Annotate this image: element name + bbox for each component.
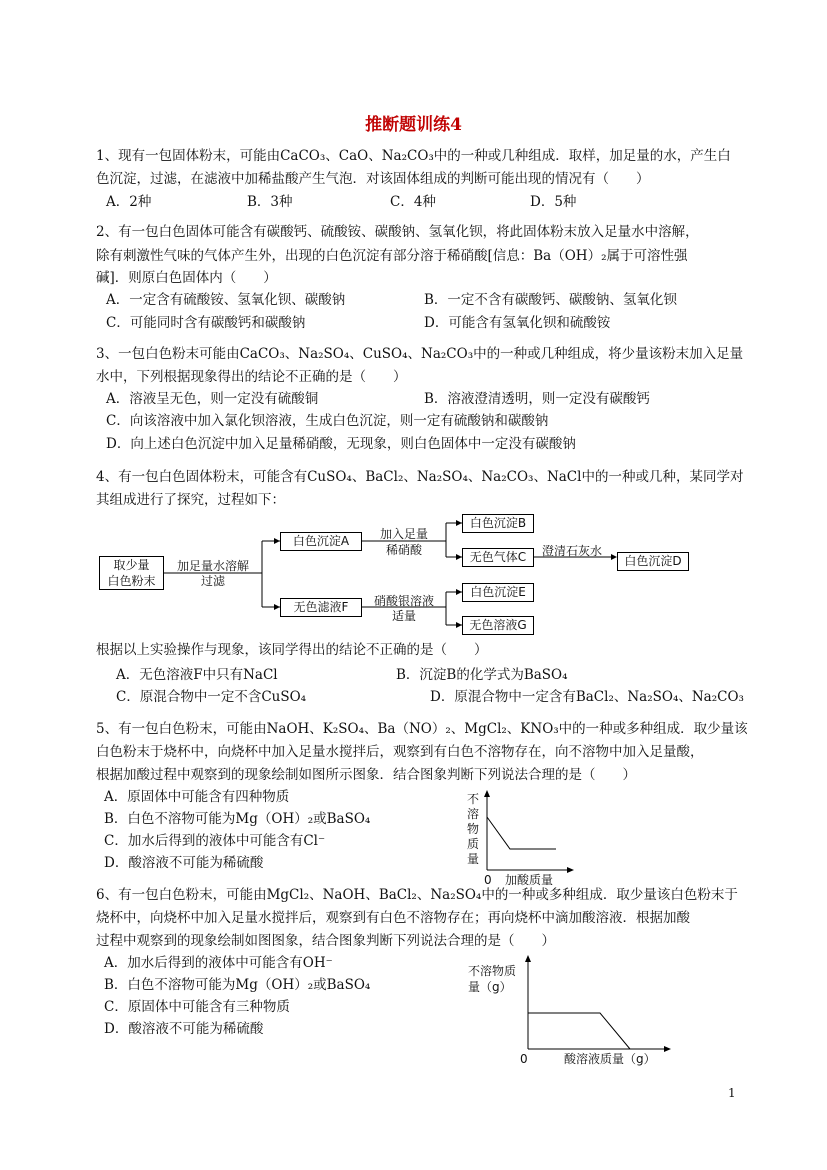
q4-option-d: D．原混合物中一定含有BaCl₂、Na₂SO₄、Na₂CO₃ bbox=[430, 689, 744, 705]
q5-option-c: C．加水后得到的液体中可能含有Cl⁻ bbox=[104, 833, 326, 849]
q6-graph-xlabel: 酸溶液质量（g） bbox=[564, 1052, 656, 1066]
q4-text-line1: 4、有一包白色固体粉末，可能含有CuSO₄、BaCl₂、Na₂SO₄、Na₂CO₃、NaCl中的一种或几种，某同学对 bbox=[96, 469, 744, 485]
flow-box-f: 无色滤液F bbox=[280, 598, 362, 617]
q1-option-b: B．3种 bbox=[247, 194, 293, 210]
flow-step4-bottom: 适量 bbox=[391, 609, 416, 623]
q6-option-d: D．酸溶液不可能为稀硫酸 bbox=[104, 1021, 264, 1037]
flow-step4-top: 硝酸银溶液 bbox=[373, 594, 434, 608]
q6-graph-origin: 0 bbox=[520, 1052, 528, 1066]
q2-option-c: C．可能同时含有碳酸钙和碳酸钠 bbox=[106, 315, 306, 331]
q6-option-a: A．加水后得到的液体中可能含有OH⁻ bbox=[104, 955, 333, 971]
q3-option-a: A．溶液呈无色，则一定没有硫酸铜 bbox=[106, 391, 319, 407]
q5-text-line3: 根据加酸过程中观察到的现象绘制如图所示图象．结合图象判断下列说法合理的是（ ） bbox=[96, 767, 636, 783]
q5-text-line1: 5、有一包白色粉末，可能由NaOH、K₂SO₄、Ba（NO）₂、MgCl₂、KNO₃中的一种或多种组成．取少量该 bbox=[96, 721, 748, 737]
q6-option-c: C．原固体中可能含有三种物质 bbox=[104, 999, 290, 1015]
q1-option-c: C．4种 bbox=[390, 194, 436, 210]
flow-box-c: 无色气体C bbox=[462, 548, 534, 567]
q2-text-line3: 碱]．则原白色固体内（ ） bbox=[96, 270, 277, 286]
q2-option-a: A．一定含有硫酸铵、氢氧化钡、碳酸钠 bbox=[106, 292, 346, 308]
q6-text-line2: 烧杯中，向烧杯中加入足量水搅拌后，观察到有白色不溶物存在；再向烧杯中滴加酸溶液．根据加酸 bbox=[96, 910, 690, 926]
q4-option-c: C．原混合物中一定不含CuSO₄ bbox=[116, 689, 307, 705]
q6-text-line3: 过程中观察到的现象绘制如图图象，结合图象判断下列说法合理的是（ ） bbox=[96, 933, 555, 949]
q6-graph-ylabel-line2: 量（g） bbox=[468, 980, 512, 994]
flow-start-box: 取少量 白色粉末 bbox=[99, 556, 164, 590]
flow-step3: 澄清石灰水 bbox=[541, 544, 602, 558]
q5-graph-ylabel: 不 溶 物 质 量 bbox=[466, 792, 479, 866]
q5-option-d: D．酸溶液不可能为稀硫酸 bbox=[104, 855, 264, 871]
q5-graph-origin: 0 bbox=[484, 873, 492, 887]
q6-graph-axes bbox=[528, 961, 665, 1049]
q1-option-a: A．2种 bbox=[106, 194, 152, 210]
q1-option-d: D．5种 bbox=[530, 194, 577, 210]
q3-option-b: B．溶液澄清透明，则一定没有碳酸钙 bbox=[424, 391, 650, 407]
page-title: 推断题训练4 bbox=[365, 115, 462, 135]
q3-text-line1: 3、一包白色粉末可能由CaCO₃、Na₂SO₄、CuSO₄、Na₂CO₃中的一种或几种组成，将少量该粉末加入足量 bbox=[96, 346, 744, 362]
q3-option-c: C．向该溶液中加入氯化钡溶液，生成白色沉淀，则一定有硫酸钠和碳酸钠 bbox=[106, 413, 549, 429]
page-number: 1 bbox=[728, 1086, 736, 1100]
flow-step2-top: 加入足量 bbox=[379, 527, 428, 541]
flow-step1-bottom: 过滤 bbox=[200, 574, 225, 588]
q5-option-a: A．原固体中可能含有四种物质 bbox=[104, 789, 290, 805]
q2-option-d: D．可能含有氢氧化钡和硫酸铵 bbox=[424, 315, 611, 331]
q4-option-a: A．无色溶液F中只有NaCl bbox=[116, 667, 278, 683]
q5-option-b: B．白色不溶物可能为Mg（OH）₂或BaSO₄ bbox=[104, 811, 371, 827]
q5-text-line2: 白色粉末于烧杯中，向烧杯中加入足量水搅拌后，观察到有白色不溶物存在，向不溶物中加入足量酸， bbox=[96, 744, 704, 760]
flow-box-e: 白色沉淀E bbox=[462, 583, 534, 602]
q4-text-line3: 根据以上实验操作与现象，该同学得出的结论不正确的是（ ） bbox=[96, 642, 488, 658]
flow-box-g: 无色溶液G bbox=[462, 616, 534, 635]
q3-option-d: D．向上述白色沉淀中加入足量稀硝酸，无现象，则白色固体中一定没有碳酸钠 bbox=[106, 436, 576, 452]
q4-option-b: B．沉淀B的化学式为BaSO₄ bbox=[396, 667, 568, 683]
q1-text-line2: 色沉淀，过滤，在滤液中加稀盐酸产生气泡．对该固体组成的判断可能出现的情况有（ ） bbox=[96, 171, 650, 187]
q2-option-b: B．一定不含有碳酸钙、碳酸钠、氢氧化钡 bbox=[424, 292, 677, 308]
flow-box-a: 白色沉淀A bbox=[280, 532, 362, 551]
q3-text-line2: 水中，下列根据现象得出的结论不正确的是（ ） bbox=[96, 369, 407, 385]
q5-graph-xlabel: 加酸质量 bbox=[505, 873, 554, 887]
q5-graph-axes bbox=[487, 796, 568, 870]
flow-step1-top: 加足量水溶解 bbox=[176, 559, 249, 573]
q1-text-line1: 1、现有一包固体粉末，可能由CaCO₃、CaO、Na₂CO₃中的一种或几种组成．取样，加足量的水，产生白 bbox=[96, 148, 731, 164]
q6-text-line1: 6、有一包白色粉末，可能由MgCl₂、NaOH、BaCl₂、Na₂SO₄中的一种或多种组成．取少量该白色粉末于 bbox=[96, 887, 738, 903]
q2-text-line1: 2、有一包白色固体可能含有碳酸钙、硫酸铵、碳酸钠、氢氧化钡，将此固体粉末放入足量水中溶解， bbox=[96, 224, 699, 240]
q6-graph-ylabel-line1: 不溶物质 bbox=[468, 964, 517, 978]
flow-box-b: 白色沉淀B bbox=[462, 514, 534, 533]
q2-text-line2: 除有刺激性气味的气体产生外，出现的白色沉淀有部分溶于稀硝酸[信息：Ba（OH）₂属于可溶性强 bbox=[96, 248, 688, 264]
flow-step2-bottom: 稀硝酸 bbox=[385, 543, 422, 557]
q6-option-b: B．白色不溶物可能为Mg（OH）₂或BaSO₄ bbox=[104, 977, 371, 993]
q4-text-line2: 其组成进行了探究，过程如下： bbox=[96, 492, 285, 508]
flow-box-d: 白色沉淀D bbox=[617, 552, 689, 571]
